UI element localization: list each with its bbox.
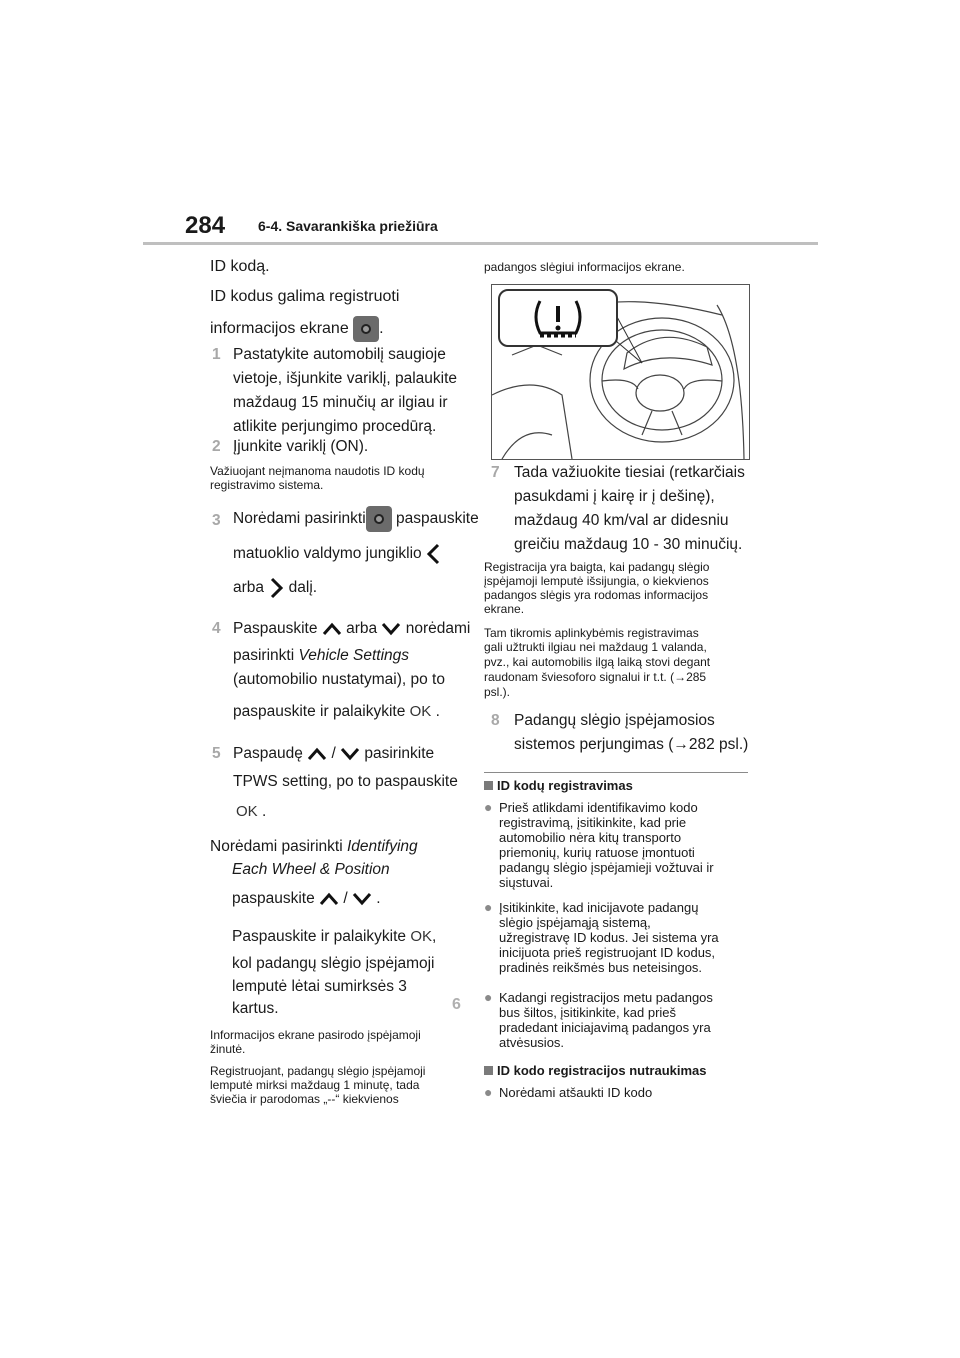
step-line: [233, 506, 479, 532]
text: paspauskite: [391, 510, 479, 528]
ok-button-icon: OK: [236, 803, 258, 820]
step-line: [233, 647, 409, 665]
step-line: maždaug 15 minučių ar ilgiau ir: [233, 394, 448, 411]
bullet-text: [499, 800, 714, 890]
para-line: ID kodą.: [210, 258, 270, 275]
para-line: [232, 890, 381, 908]
step-number: 5: [212, 745, 221, 762]
step-5: [212, 745, 221, 763]
text: pradinės reikšmės bus neteisingos.: [499, 960, 703, 975]
text: Vehicle Settings: [298, 647, 410, 664]
section-title: 6-4. Savarankiška priežiūra: [258, 218, 438, 234]
step-8: [491, 712, 500, 730]
square-bullet-icon: [484, 781, 493, 790]
note-line: gali užtrukti ilgiau nei maždaug 1 valanda,: [484, 640, 707, 654]
text: Paspaudę: [233, 745, 303, 762]
text: ID kodo registracijos nutraukimas: [497, 1063, 707, 1078]
step-line: sistemos perjungimas (→282 psl.): [514, 736, 749, 753]
bullet-item: [484, 1085, 492, 1100]
para-line: kartus.: [232, 1000, 279, 1017]
text: arba: [233, 579, 265, 597]
chevron-down-icon: [352, 892, 372, 906]
chevron-right-icon: [268, 577, 284, 599]
bullet-icon: ●: [484, 1084, 493, 1100]
text: padangų slėgio įspėjamieji vožtuvai ir: [499, 860, 714, 875]
step-line: [233, 620, 470, 638]
chapter-tab: 6: [452, 996, 461, 1013]
text: Įsitikinkite, kad inicijavote padangų: [499, 900, 699, 915]
tire-pressure-warning-light: [498, 289, 618, 347]
step-number: 4: [212, 620, 221, 637]
para-line: kol padangų slėgio įspėjamoji: [232, 955, 435, 972]
note-line: įspėjamoji lemputė išsijungia, o kiekvienos: [484, 574, 709, 588]
step-3: [212, 512, 221, 530]
note-line: raudonam šviesoforo signalui ir t.t. (→285: [484, 670, 707, 684]
step-2: [212, 438, 221, 456]
chevron-down-icon: [381, 622, 401, 636]
step-line: vietoje, išjunkite variklį, palaukite: [233, 370, 457, 387]
note-line: šviečia ir parodomas „--“ kiekvienos: [210, 1092, 399, 1106]
note-line: žinutė.: [210, 1042, 246, 1056]
chevron-up-icon: [322, 622, 342, 636]
text: ID kodų registravimas: [497, 778, 633, 793]
note-line: padangos slėgiui informacijos ekrane.: [484, 260, 685, 274]
note-line: lemputė mirksi maždaug 1 minutę, tada: [210, 1078, 420, 1092]
note-line: registravimo sistema.: [210, 478, 324, 492]
step-line: Įjunkite variklį (ON).: [233, 438, 369, 455]
bullet-icon: ●: [484, 899, 493, 915]
subheading: [484, 778, 633, 793]
text: bus šiltos, įsitikinkite, kad prieš: [499, 1005, 677, 1020]
text: automobilio nėra kitų transporto: [499, 830, 682, 845]
para-line: lemputė lėtai sumirksės 3: [232, 978, 407, 995]
step-line: [233, 543, 442, 565]
dashboard-illustration: [491, 284, 750, 460]
step-line: greičiu maždaug 10 - 30 minučių.: [514, 536, 743, 553]
bullet-text: [499, 900, 719, 975]
text: Kadangi registracijos metu padangos: [499, 990, 713, 1005]
text: Prieš atlikdami identifikavimo kodo: [499, 800, 698, 815]
step-1: [212, 346, 221, 364]
text: Paspauskite: [233, 620, 318, 637]
step-7: [491, 464, 500, 482]
para-line: Each Wheel & Position: [232, 861, 390, 878]
text: pasirinkti: [233, 647, 299, 664]
text: /: [343, 890, 348, 907]
text: Norėdami pasirinkti: [210, 838, 347, 855]
step-number: 1: [212, 346, 221, 363]
text: registravimą, įsitikinkite, kad prie: [499, 815, 687, 830]
text: .: [376, 890, 381, 907]
bullet-text: [499, 990, 713, 1050]
step-line: Tada važiuokite tiesiai (retkarčiais: [514, 464, 745, 481]
note-line: Informacijos ekrane pasirodo įspėjamoji: [210, 1028, 421, 1042]
step-line: maždaug 40 km/val ar didesniu: [514, 512, 729, 529]
text: pasirinkite: [364, 745, 435, 762]
subheading: [484, 1063, 707, 1078]
text: paspauskite ir palaikykite: [233, 703, 406, 720]
text: matuoklio valdymo jungiklio: [233, 545, 422, 563]
text: Paspauskite ir palaikykite: [232, 928, 407, 945]
note-line: Registruojant, padangų slėgio įspėjamoji: [210, 1064, 426, 1078]
text: atvėsusios.: [499, 1035, 565, 1050]
text: .: [262, 803, 267, 820]
text: užregistravę ID kodus. Jei sistema yra: [499, 930, 719, 945]
text: .: [435, 703, 440, 720]
chevron-down-icon: [340, 747, 360, 761]
bullet-item: [484, 800, 492, 815]
step-line: atlikite perjungimo procedūrą.: [233, 418, 437, 435]
text: /: [331, 745, 336, 762]
tpms-warning-icon: [500, 291, 616, 345]
step-line: [233, 703, 440, 721]
chevron-up-icon: [319, 892, 339, 906]
text: Identifying: [346, 838, 418, 855]
text: .: [379, 320, 384, 338]
text: slėgio įspėjamąją sistemą,: [499, 915, 651, 930]
text: paspauskite: [232, 890, 315, 907]
text: dalį.: [288, 579, 318, 597]
step-line: (automobilio nustatymai), po to: [233, 671, 445, 688]
text: pradedant iniciajavimą padangos yra: [499, 1020, 711, 1035]
bullet-text: Norėdami atšaukti ID kodo: [499, 1085, 653, 1100]
text: siųstuvai.: [499, 875, 554, 890]
note-line: psl.).: [484, 685, 511, 699]
bullet-item: [484, 900, 492, 915]
step-line: TPWS setting, po to paspauskite: [233, 773, 458, 790]
settings-gear-icon: [353, 316, 379, 342]
text: priemonių, kurių ratuose įmontuoti: [499, 845, 695, 860]
text: norėdami: [405, 620, 471, 637]
chevron-up-icon: [307, 747, 327, 761]
step-line: [236, 803, 266, 821]
text: informacijos ekrane: [210, 320, 354, 338]
step-line: Pastatykite automobilį saugioje: [233, 346, 446, 363]
square-bullet-icon: [484, 1066, 493, 1075]
text: Norėdami pasirinkti: [233, 510, 366, 528]
step-number: 8: [491, 712, 500, 729]
text: inicijuota prieš registruojant ID kodus,: [499, 945, 716, 960]
step-line: [233, 577, 317, 599]
page-number: 284: [185, 212, 226, 239]
step-number: 3: [212, 512, 221, 529]
step-4: [212, 620, 221, 638]
bullet-item: [484, 990, 492, 1005]
note-line: Registracija yra baigta, kai padangų slėgio: [484, 560, 710, 574]
note-line: ekrane.: [484, 602, 525, 616]
settings-gear-icon: [366, 506, 392, 532]
step-line: pasukdami į kairę ir į dešinę),: [514, 488, 715, 505]
step-line: Padangų slėgio įspėjamosios: [514, 712, 715, 729]
step-number: 7: [491, 464, 500, 481]
step-number: 2: [212, 438, 221, 455]
bullet-icon: ●: [484, 799, 493, 815]
ok-button-icon: OK: [409, 703, 432, 720]
para-line: ID kodus galima registruoti: [210, 288, 400, 305]
text: arba: [346, 620, 378, 637]
para-line: [210, 316, 384, 342]
divider: [484, 772, 748, 773]
header-rule: [143, 242, 818, 245]
chevron-left-icon: [426, 543, 442, 565]
note-line: padangos slėgis yra rodomas informacijos: [484, 588, 709, 602]
step-line: [233, 745, 434, 763]
note-line: Tam tikromis aplinkybėmis registravimas: [484, 626, 699, 640]
text: ,: [432, 928, 437, 945]
note-line: Važiuojant neįmanoma naudotis ID kodų: [210, 464, 425, 478]
ok-button-icon: OK: [410, 928, 433, 945]
note-line: pvz., kai automobilis ilgą laiką stovi degant: [484, 655, 711, 669]
bullet-icon: ●: [484, 989, 493, 1005]
para-line: [210, 838, 418, 856]
para-line: [232, 928, 436, 946]
